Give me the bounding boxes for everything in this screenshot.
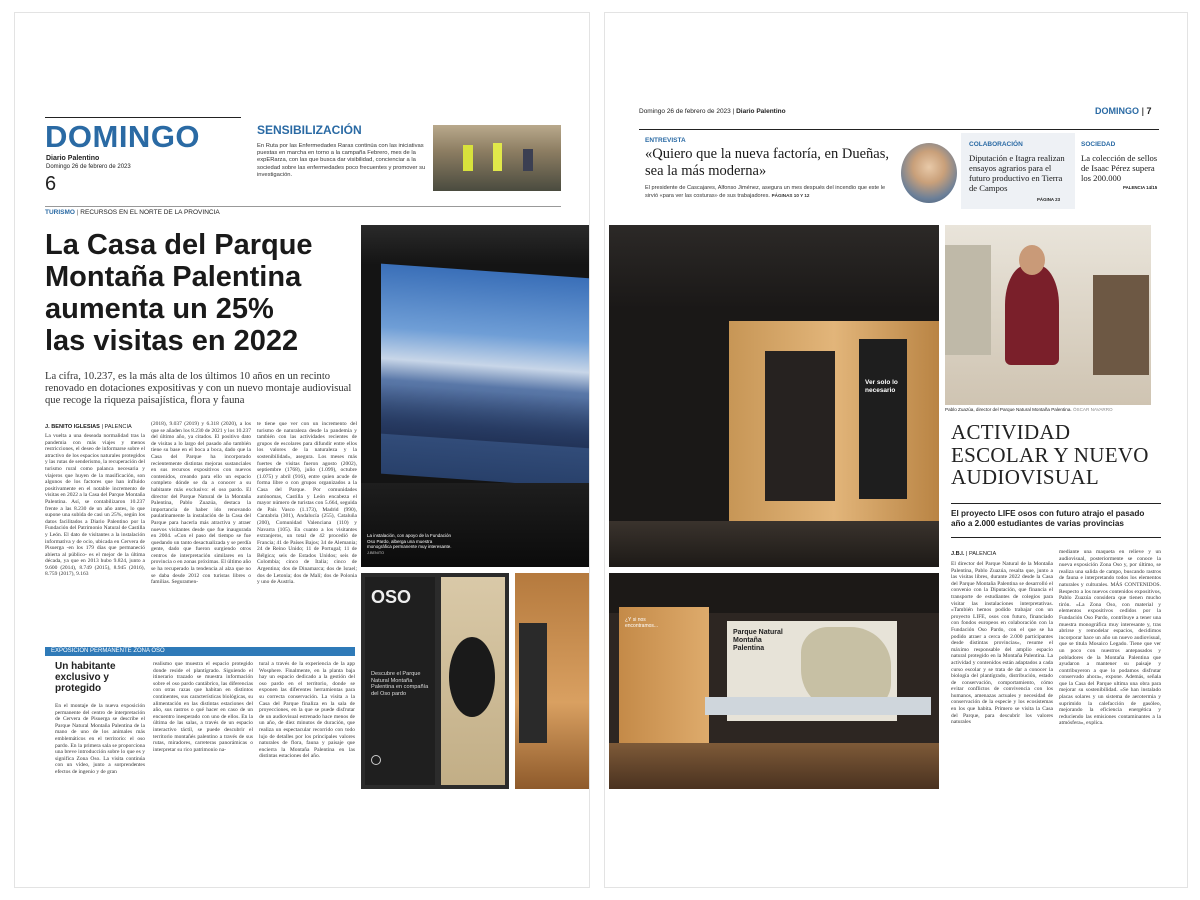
right-header-right: DOMINGO | 7: [1095, 106, 1152, 116]
colaboracion-box: [961, 133, 1075, 209]
oso-topic-bar: [45, 647, 355, 656]
display-table: [705, 697, 931, 715]
right-headline-line: AUDIOVISUAL: [951, 465, 1099, 489]
exhibit-screen: [519, 623, 547, 743]
oso-headline-line: Un habitante: [55, 661, 116, 672]
right-page-number: 7: [1146, 106, 1152, 116]
section-title: DOMINGO: [45, 119, 201, 154]
person-vest: [463, 145, 473, 171]
topic-sub: RECURSOS EN EL NORTE DE LA PROVINCIA: [80, 209, 220, 216]
headline-line: aumenta un 25%: [45, 293, 274, 325]
entrevista-lead: [645, 185, 895, 200]
oso-sign-photo: [361, 573, 509, 789]
right-header-rule: [639, 129, 1159, 130]
caption-credit: J.BENITO: [367, 550, 385, 555]
wall-map: [945, 245, 991, 355]
section-rule: [45, 117, 241, 118]
director-portrait-photo: [945, 225, 1151, 405]
right-page: [604, 12, 1188, 888]
director-figure: [1005, 265, 1059, 365]
right-subhead-rule: [951, 537, 1161, 538]
right-headline-rule: [951, 503, 1161, 504]
oso-body-column-3: tural a través de la experiencia de la app Wosphere. Finalmente, en la planta baja hay un espacio dedicado a la gestión del oso pardo en el territorio, donde se exponen las diferentes herramientas para su correcta conservación. La visita a la Casa del Parque finaliza en la sala de proyecciones, en la que se puede disfrutar de un audiovisual estrenado hace menos de un año, de diez minutos de duración, que realiza un espectacular recorrido con todo lujo de detalles por los principales valores naturales de flora, fauna y paisaje que encierra la Montaña Palentina en las distintas estaciones del año.: [259, 661, 355, 760]
colaboracion-ref: PÁGINA 23: [1037, 197, 1061, 202]
hall-floor: [609, 521, 939, 567]
ceiling: [361, 225, 590, 265]
exhibit-small-text: ¿Y si nos encontramos...: [625, 617, 659, 629]
right-section: DOMINGO: [1095, 106, 1139, 116]
sociedad-text: La colección de sellos de Isaac Pérez supera los 200.000: [1081, 153, 1158, 183]
room-floor: [609, 743, 939, 789]
right-header-paper: Diario Palentino: [736, 108, 786, 115]
person: [523, 149, 533, 171]
oso-headline-line: protegido: [55, 683, 102, 694]
entrevista-lead-text: El presidente de Cascajares, Alfonso Jiménez, asegura un mes después del incendio que este le sirvió «para ver las costuras» de sus trabajadores.: [645, 185, 886, 199]
sign-title: OSO: [371, 587, 412, 607]
body-column-1: La vuelta a una deseada normalidad tras la pandemia con más viajes y menos restricciones, el deseo de informarse sobre el atractivo de los espacios naturales protegidos y las rutas de senderismo, la recuperación del turismo rural como palanca necesaria y viajeros que huyen de la masificación, son algunos de los factores que han influido positivamente en el notable incremento de visitas en 2022 a la Casa del Parque Montaña Palentina. Así, se contabilizaron 10.237 frente a las 8.230 de un año antes, lo que supone una subida de casi un 25%, según los datos facilitados a Diario Palentino por la Fundación del Patrimonio Natural de Castilla y León. El dato de visitantes a la instalación informativa y de ocio, ubicada en Cervera de Pisuerga -en los 179 días que permaneció abierta al público- es el mejor de la última década, ya que en 2013 hubo 9.824, junto a 9.600 (2014), 8.749 (2015), 8.945 (2016), 8.759 (2017), 9.163: [45, 433, 145, 578]
exhibit-room-photo: [609, 573, 939, 789]
mountain-range: [381, 384, 590, 449]
headline-line: La Casa del Parque: [45, 229, 313, 261]
byline-place: PALENCIA: [104, 424, 132, 430]
oso-headline: [55, 661, 145, 694]
sensibilizacion-text: En Ruta por las Enfermedades Raras continúa con las iniciativas puestas en marcha en torno a la campaña Febrero, mes de la expERarza, con las que busca dar visibilidad, concienciar a la sociedad sobre las enfermedades poco frecuentes y promover su investigación.: [257, 143, 426, 178]
wood-panel: [619, 607, 709, 757]
oso-headline-line: exclusivo y: [55, 672, 109, 683]
topic-name: TURISMO: [45, 209, 75, 216]
oso-topic-text: EXPOSICIÓN PERMANENTE ZONA OSO: [51, 648, 165, 654]
right-header-date: Domingo 26 de febrero de 2023: [639, 108, 731, 115]
entrevista-ref: PÁGINAS 10 Y 12: [771, 193, 810, 198]
bear-art-panel: [441, 577, 505, 785]
bear-silhouette-icon: [449, 637, 495, 717]
colaboracion-kicker: COLABORACIÓN: [969, 141, 1023, 148]
hall-ceiling: [609, 225, 939, 309]
byline: J. BENITO IGLESIAS | PALENCIA: [45, 424, 132, 430]
right-header-left: Domingo 26 de febrero de 2023 | Diario Palentino: [639, 108, 786, 115]
director-face: [1019, 245, 1045, 275]
sociedad-kicker: SOCIEDAD: [1081, 141, 1116, 148]
sign-description: Descubre el Parque Natural Montaña Palentina en compañía del Oso pardo: [371, 671, 429, 697]
colaboracion-text: Diputación e Itagra realizan ensayos agrarios para el futuro productivo en Tierra de Campos: [969, 153, 1065, 193]
photo-caption: [367, 533, 455, 556]
entrevista-kicker: ENTREVISTA: [645, 137, 686, 144]
wood-wall: [729, 321, 939, 521]
byline-author: J. BENITO IGLESIAS: [45, 424, 100, 430]
headline-line: Montaña Palentina: [45, 261, 302, 293]
body-column-3: te tiene que ver con un incremento del turismo de naturaleza desde la pandemia y también con las actividades recientes de grupos de escolares para difundir entre ellos los valores de la naturaleza y la sostenibilidad», asegura. Los meses más fuertes de visitas fueron agosto (2002), septiembre (1768), julio (1.099), octubre (1.075) y abril (916), entre quien acude de forma libre o con grupos organizados a la Casa del Parque. Por comunidades autónomas, Castilla y León encabeza el mayor número de turistas con 5.664, seguida de País Vasco (1.173), Madrid (990), Cantabria (301), Andalucía (255), Cataluña (200), Comunidad Valenciana (110) y Navarra (105). En cuanto a los visitantes extranjeros, un total de 42 procedió de Francia; 41 de Países Bajos; 34 de Alemania; 24 de Reino Unido; 11 de Portugal; 11 de Bélgica; seis de Estados Unidos; seis de Colombia; cinco de Italia; cinco de Argentina; dos de Dinamarca; dos de Israel; dos de Letonia; dos de Malí; dos de Polonia y uno de Austria.: [257, 421, 357, 586]
subheadline: La cifra, 10.237, es la más alta de los últimos 10 años en un recinto renovado en dotaciones expositivas y con un nuevo montaje audiovisual que recoge la riqueza paisajística, flora y fauna: [45, 371, 352, 407]
sign-panel: [365, 577, 435, 785]
oso-body-column-2: realismo que muestra el espacio protegido donde reside el plantígrado. Siguiendo el itinerario trazado se muestra información sobre el oso pardo cantábrico, las diferencias con otras razas que habitan en distintos continentes, sus características biológicas, su alimentación en las distintas estaciones del año, sus rastros o qué hacer en caso de un encuentro inesperado con uno de ellos. En la última de las salas, a través de un espacio interactivo táctil, se puede descubrir el territorio montañés palentino a través de sus rutas, miradores, carreteras panorámicas o interpretar su rico patrimonio na-: [153, 661, 253, 753]
right-body-column-2: mediante una maqueta en relieve y un audiovisual, posteriormente se conoce la nueva exposición Zona Oso y, por último, se realiza una salida de campo, buscando rastros de fauna e interpretando todos los elementos naturales y culturales. MÁS CONTENIDOS. Respecto a los nuevos contenidos expositivos, Pablo Zuazúa considera que tienen mucho tirón. «La Zona Oso, con material y elementos expositivos cedidos por la Fundación Oso Pardo, contribuye a tener una muestra monográfica muy interesante y, tras abrirse y remodelar espacios, decidimos incorporar hace un año un nuevo audiovisual, que se titula Mosaico Legado. Tiene que ver un poco con nuestros antepasados y pobladores de la Montaña Palentina que ayudaron a mantener su paisaje y contribuyeron a que lo podamos disfrutar conservado ahora», expone. Además, señala que la Casa del Parque ultima una obra para mejorar su sostenibilidad. «Se han instalado placas solares y un sistema de aerotermia y suprimido la calefacción de gasóleo, mejorando la eficiencia energética y reduciendo las emisiones contaminantes a la atmósfera», explica.: [1059, 549, 1161, 727]
caption-text: La instalación, con apoyo de la Fundación Oso Pardo, alberga una muestra monográfica permanente muy interesante.: [367, 533, 452, 550]
headline-line: las visitas en 2022: [45, 325, 299, 357]
right-body-column-1: El director del Parque Natural de la Montaña Palentina, Pablo Zuazúa, resalta que, junto a las visitas libres, durante 2022 desde la Casa del Parque Montaña Palentina se desarrolló el convenio con la Diputación, que financia el transporte de estudiantes de colegios para visitar las instalaciones interpretativas. «También hemos podido trabajar con un proyecto LIFE, osos con futuro, financiado con fondos europeos en colaboración con la Fundación Oso Pardo, con el que se ha podido atraer a cerca de 2.000 participantes desde distintas provincias», resume el máximo responsable del amplio espacio natural protegido en la Montaña Palentina. La actividad y contenidos están adaptados a cada curso escolar y se trata de dar a conocer la biología del plantígrado, distribución, estado de conservación, comportamiento, cómo evitar conflictos de convivencia con los humanos, amenazas actuales y necesidad de conservación de la especie y los ecosistemas en los que habita. Primero se visita la Casa del Parque, para descubrir los valores naturales: [951, 561, 1053, 726]
portrait-credit: ÓSCAR NAVARRO: [1072, 407, 1113, 412]
info-panel-text: Ver solo lo necesario: [865, 379, 898, 394]
main-headline: [45, 229, 365, 357]
info-panel: [859, 339, 907, 499]
portrait-caption-text: Pablo Zuazúa, director del Parque Natural Montaña Palentina.: [945, 407, 1072, 412]
right-byline-author: J.B.I.: [951, 551, 965, 557]
right-subhead: El proyecto LIFE osos con futuro atrajo el pasado año a 2.000 estudiantes de varias provincias: [951, 509, 1145, 528]
right-headline-line: ACTIVIDAD: [951, 420, 1071, 444]
right-headline-line: ESCOLAR Y NUEVO: [951, 442, 1149, 467]
projection-room-photo: [361, 225, 590, 567]
portrait-caption: [945, 407, 1151, 412]
projection-screen: [381, 264, 590, 489]
sociedad-ref: PALENCIA 14/15: [1123, 185, 1158, 190]
entrevista-headline: «Quiero que la nueva factoría, en Dueñas, sea la más moderna»: [645, 146, 889, 179]
doorway: [765, 351, 835, 501]
wooden-birdhouse: [1093, 275, 1149, 375]
body-column-2: (2018), 9.037 (2019) y 6.318 (2020), a los que se añaden los 8.230 de 2021 y los 10.237 del último año, ya citados. El positivo dato de visitas a lo largo del pasado año también tiene su base en el boca a boca, dado que la Casa del Parque ha incorporado recientemente distintas mejoras sustanciales en sus recursos expositivos con nuevos contenidos, creando para ello un espacio completo dónde se da a conocer a su habitante más exclusivo: el oso pardo. El director del Parque Natural de la Montaña Palentina, Pablo Zuazúa, destaca la importancia de haber ido renovando paulatinamente la instalación de la Casa del Parque para hacerla más atractiva y atraer nuevos visitantes desde que fue inaugurada en 2004. «Con el paso del tiempo se fue quedando un tanto desactualizada y se perdía gente, dado que fueron surgiendo otros centros de interpretación similares en la provincia o en zonas próximas. El último año se ha recuperado la tendencia al alza que no se daba desde 2012 con turistas libres o familias. Seguramen-: [151, 421, 251, 586]
exhibit-hall-photo: [609, 225, 939, 567]
interviewee-portrait: [901, 143, 957, 203]
sensibilizacion-kicker: SENSIBILIZACIÓN: [257, 123, 362, 137]
volunteers-photo: [433, 125, 561, 191]
foundation-logo-icon: [371, 755, 381, 765]
topic-line: TURISMO | RECURSOS EN EL NORTE DE LA PROVINCIA: [45, 209, 220, 216]
right-byline: J.B.I. | PALENCIA: [951, 551, 997, 557]
exhibit-wood-photo: [515, 573, 590, 789]
person-vest: [493, 143, 502, 171]
issue-date: Domingo 26 de febrero de 2023: [46, 164, 131, 170]
right-byline-place: PALENCIA: [968, 551, 997, 557]
exhibit-title: Parque Natural Montaña Palentina: [733, 629, 783, 652]
paper-name: Diario Palentino: [46, 155, 100, 162]
left-page: [14, 12, 590, 888]
topic-rule: [45, 206, 561, 207]
right-headline: [951, 421, 1161, 489]
oso-body-column-1: En el montaje de la nueva exposición permanente del centro de interpretación de Cervera de Pisuerga se describe el Parque Natural Montaña Palentina de la mano de uno de los animales más emblemáticos en el territorio: el oso pardo. En la primera sala se proporciona una breve introducción sobre lo que es y significa Zona Oso. La visita continúa con un vídeo, junto a sorprendentes efectos de ingenio y de gran: [55, 703, 145, 775]
page-number: 6: [45, 173, 57, 195]
